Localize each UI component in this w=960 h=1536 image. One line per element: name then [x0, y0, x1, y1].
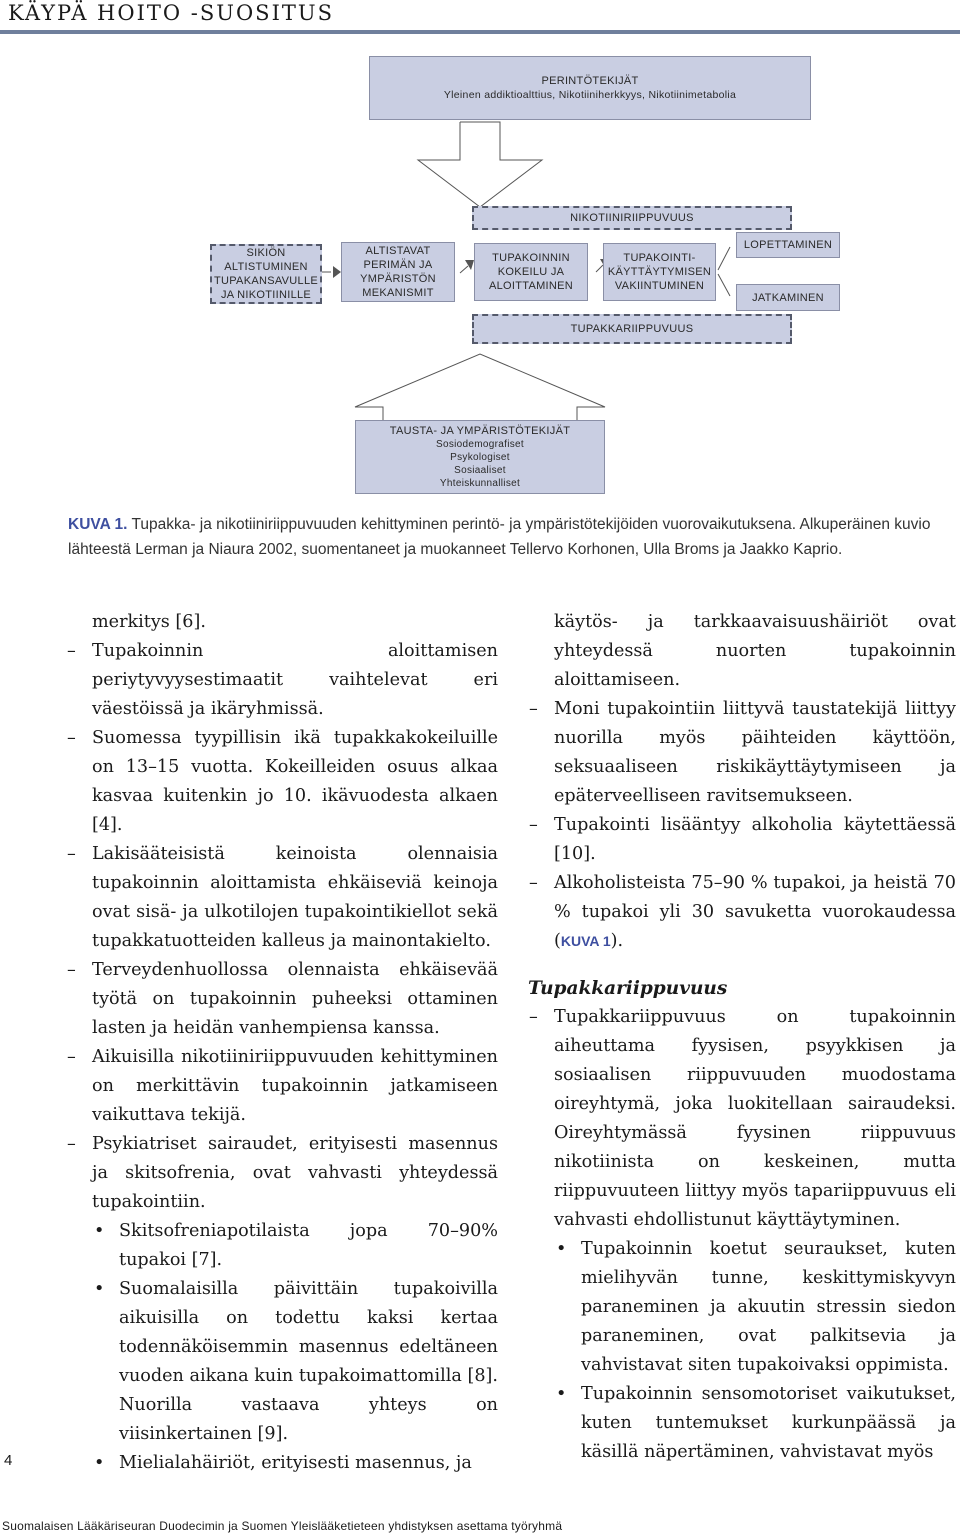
arrowhead-stage2 [333, 266, 341, 278]
stage-line: ALTISTUMINEN [224, 261, 308, 273]
dash-item: – Psykiatriset sairaudet, erityisesti masennus ja skitsofrenia, ovat vahvasti yhteydessä tupakointiin. [92, 1130, 498, 1217]
background-factors-box [355, 420, 605, 494]
dash-item-with-ref [554, 869, 956, 956]
stage-predisposing-mechanisms [341, 242, 455, 302]
dependence-label: NIKOTIINIRIIPPUVUUS [570, 212, 694, 224]
stage-line: ALOITTAMINEN [488, 280, 574, 292]
dash-item: – Suomessa tyypillisin ikä tupakkakokeiluille on 13–15 vuotta. Kokeilleiden osuus alkaa kasvaa kuitenkin jo 10. ikävuodesta alkaen [4]. [92, 724, 498, 840]
down-arrow-outline [418, 122, 542, 207]
stage-line: JA NIKOTIINILLE [220, 289, 312, 301]
dash-item: – Lakisääteisistä keinoista olennaisia tupakoinnin aloittamista ehkäiseviä keinoja ovat sisä- ja ulkotilojen tupakointikiellot sekä tupakkatuotteiden kalleus ja mainontakielto. [92, 840, 498, 956]
stage-establishment [603, 243, 716, 301]
page-number: 4 [4, 1452, 13, 1469]
heredity-title: PERINTÖTEKIJÄT [541, 75, 639, 87]
page-footer: Suomalaisen Lääkäriseuran Duodecimin ja Suomen Yleislääketieteen yhdistyksen asettama työryhmä [2, 1519, 563, 1533]
background-item: Yhteiskunnalliset [439, 478, 521, 489]
stage-fetal-exposure [210, 244, 322, 304]
connector-to-quit [718, 247, 730, 270]
bullet-item: • Mielialahäiriöt, erityisesti masennus, ja [119, 1449, 498, 1478]
dash-item: – Tupakoinnin aloittamisen periytyvyysestimaatit vaihtelevat eri väestöissä ja ikäryhmissä. [92, 637, 498, 724]
dash-item: – Moni tupakointiin liittyvä taustatekijä liittyy nuorilla myös päihteiden käyttöön, seksuaaliseen riskikäyttäytymiseen ja epäterveelliseen ravitsemukseen. [554, 695, 956, 811]
section-heading: Tupakkariippuvuus [528, 978, 728, 999]
background-title: TAUSTA- JA YMPÄRISTÖTEKIJÄT [389, 425, 571, 437]
dash-item: – Aikuisilla nikotiiniriippuvuuden kehittyminen on merkittävin tupakoinnin jatkamiseen vaikuttava tekijä. [92, 1043, 498, 1130]
figure-caption [68, 512, 958, 562]
outcome-continuing-label: JATKAMINEN [752, 291, 824, 304]
stage-line: VAKIINTUMINEN [614, 280, 705, 292]
background-item: Psykologiset [450, 452, 510, 463]
dash-item-end: ). [610, 931, 624, 951]
connector-stage2-stage3 [460, 266, 468, 273]
stage-line: PERIMÄN JA [363, 259, 433, 271]
bullet-item: • Tupakoinnin koetut seuraukset, kuten mielihyvän tunne, keskittymiskyvyn paraneminen ja akuutin stressin siedon paraneminen, ovat palkitsevia ja vahvistavat siten tupakoivaksi oppimista. [581, 1235, 956, 1380]
dependence-region [472, 206, 792, 230]
header-title: KÄYPÄ HOITO -SUOSITUS [8, 1, 334, 25]
stage-line: TUPAKANSAVULLE [213, 275, 319, 287]
figure-diagram [0, 0, 960, 510]
dash-item: – Tupakkariippuvuus on tupakoinnin aiheuttama fyysisen, psyykkisen ja sosiaalisen riippuvuuden muodostama oireyhtymä, joka luokitellaan sairaudeksi. Oireyhtymässä fyysinen riippuvuus nikotiinista on keskeinen, mutta riippuvuuteen liittyy myös tapariippuvuus eli vahvasti ehdollistunut käyttäytyminen. [554, 1003, 956, 1235]
stage-line: TUPAKOINTI- [623, 252, 696, 264]
addiction-label: TUPAKKARIIPPUVUUS [570, 323, 694, 335]
outcome-continuing [736, 284, 840, 311]
outcome-quitting-label: LOPETTAMINEN [743, 239, 833, 251]
stage-line: TUPAKOINNIN [492, 252, 570, 264]
stage-line: KOKEILU JA [497, 266, 565, 278]
bullet-item: • Skitsofreniapotilaista jopa 70–90% tupakoi [7]. [119, 1217, 498, 1275]
background-item: Sosiaaliset [454, 465, 506, 476]
dash-item: – Terveydenhuollossa olennaista ehkäisevää työtä on tupakoinnin puheeksi ottaminen lasten ja heidän vanhempiensa kanssa. [92, 956, 498, 1043]
left-column [92, 608, 498, 1478]
stage-line: SIKIÖN [246, 247, 286, 259]
connector-to-continue [718, 274, 730, 296]
dash-item: – Tupakointi lisääntyy alkoholia käytettäessä [10]. [554, 811, 956, 869]
stage-line: KÄYTTÄYTYMISEN [607, 266, 712, 278]
up-arrow-outline [355, 354, 605, 420]
right-column [528, 608, 956, 1467]
arrowhead-stage3 [465, 260, 474, 270]
heredity-box [369, 56, 811, 120]
stage-line: MEKANISMIT [362, 287, 434, 299]
addiction-region [472, 314, 792, 344]
stage-line: YMPÄRISTÖN [360, 273, 436, 285]
caption-label: KUVA 1. [68, 516, 128, 533]
connector-stage3-stage4 [596, 265, 603, 272]
outcome-quitting [736, 232, 840, 258]
paragraph: käytös- ja tarkkaavaisuushäiriöt ovat yhteydessä nuorten tupakoinnin aloittamiseen. [554, 612, 956, 690]
bullet-item: • Suomalaisilla päivittäin tupakoivilla aikuisilla on todettu kaksi kertaa todennäköisemmin masennus edeltäneen vuoden aikana kuin tupakoimattomilla [8]. Nuorilla vastaava yhteys on viisinkertainen [9]. [119, 1275, 498, 1449]
dash-item-text: Alkoholisteista 75–90 % tupakoi, ja heistä 70 % tupakoi yli 30 savuketta vuorokaudessa ( [554, 873, 956, 951]
stage-initiation [474, 243, 588, 301]
paragraph: merkitys [6]. [92, 612, 206, 632]
figure-reference-link[interactable]: KUVA 1 [560, 933, 611, 949]
caption-text: Tupakka- ja nikotiiniriippuvuuden kehittyminen perintö- ja ympäristötekijöiden vuorovaikutuksena. Alkuperäinen kuvio lähteestä Lerman ja Niaura 2002, suomentaneet ja muokanneet Tellervo Korhonen, Ulla Broms ja Jaakko Kaprio. [68, 516, 931, 558]
heredity-subtitle: Yleinen addiktioalttius, Nikotiiniherkkyys, Nikotiinimetabolia [443, 89, 737, 101]
background-item: Sosiodemografiset [436, 439, 524, 450]
stage-line: ALTISTAVAT [365, 245, 431, 257]
bullet-item: • Tupakoinnin sensomotoriset vaikutukset, kuten tuntemukset kurkunpäässä ja käsillä näpertäminen, vahvistavat myös [581, 1380, 956, 1467]
